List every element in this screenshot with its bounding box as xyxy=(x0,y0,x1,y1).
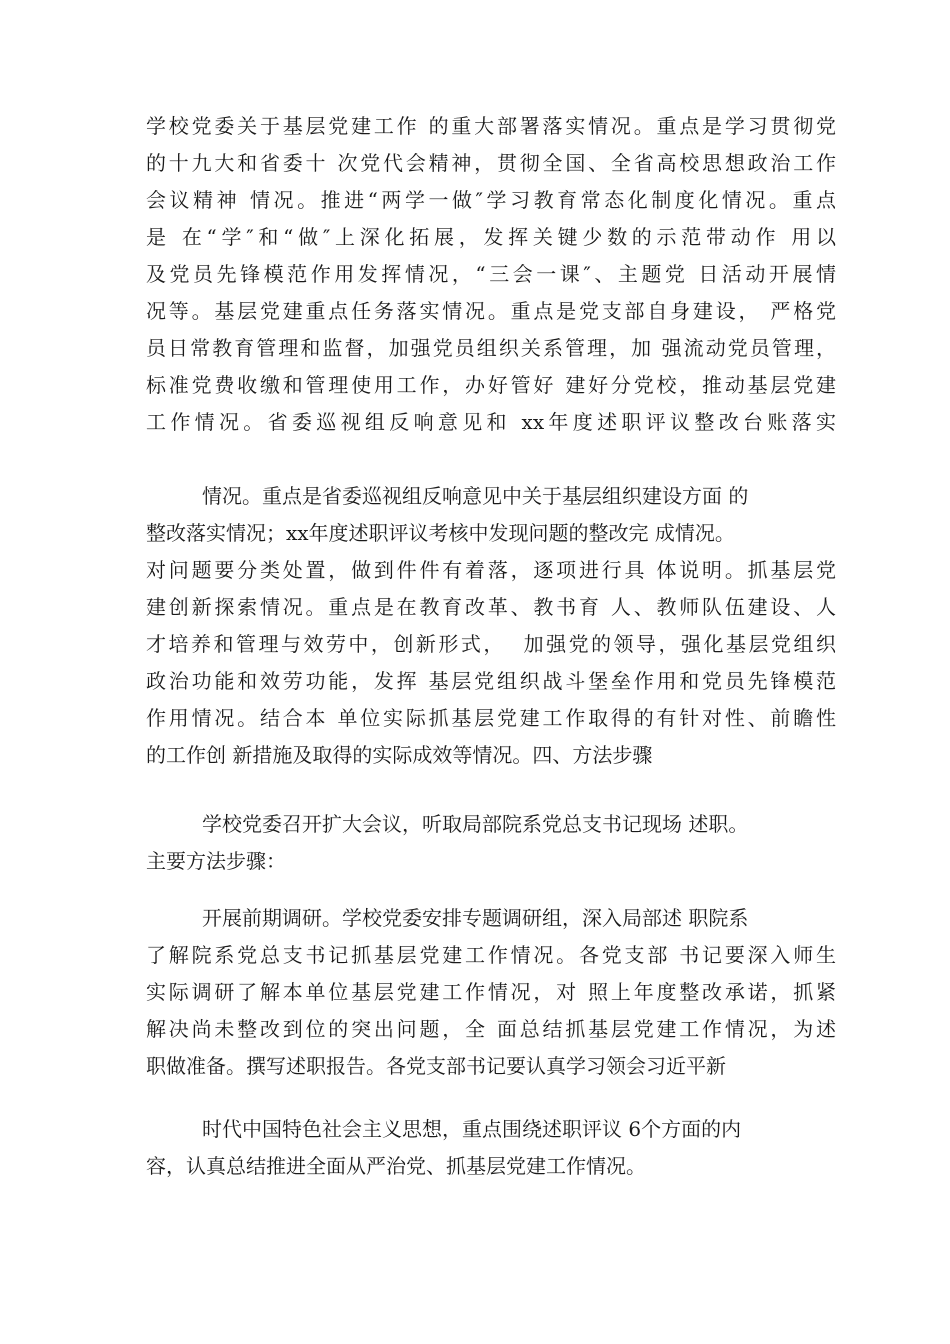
text-line: 的工作创 新措施及取得的实际成效等情况。四、方法步骤 xyxy=(146,743,653,767)
paragraph-5 xyxy=(146,1111,836,1185)
text-line: 建创新探索情况。重点是在教育改革、教书育 人、教师队伍建设、人 xyxy=(146,595,836,619)
text-line: 及党员先锋模范作用发挥情况，“三会一课″、主题党 日活动开展情 xyxy=(146,262,836,286)
text-line: 学校党委召开扩大会议，听取局部院系党总支书记现场 述职。 xyxy=(202,812,749,836)
text-line: 员日常教育管理和监督，加强党员组织关系管理，加 强流动党员管理， xyxy=(146,336,836,360)
text-line: 主要方法步骤： xyxy=(146,849,286,873)
text-line: 的十九大和省委十 次党代会精神，贯彻全国、全省高校思想政治工作 xyxy=(146,151,836,175)
paragraph-2 xyxy=(146,478,836,774)
text-line: 才培养和管理与效劳中，创新形式， 加强党的领导，强化基层党组织 xyxy=(146,632,836,656)
paragraph-4 xyxy=(146,900,836,1085)
text-line: 标准党费收缴和管理使用工作，办好管好 建好分党校，推动基层党建 xyxy=(146,373,836,397)
text-line: 作用情况。结合本 单位实际抓基层党建工作取得的有针对性、前瞻性 xyxy=(146,706,836,730)
text-line: 政治功能和效劳功能，发挥 基层党组织战斗堡垒作用和党员先锋模范 xyxy=(146,669,836,693)
text-line: 时代中国特色社会主义思想，重点围绕述职评议 6个方面的内 xyxy=(202,1117,742,1141)
paragraph-3 xyxy=(146,806,836,880)
text-line: 整改落实情况；xx年度述职评议考核中发现问题的整改完 成情况。 xyxy=(146,521,735,545)
text-line: 解决尚未整改到位的突出问题，全 面总结抓基层党建工作情况，为述 xyxy=(146,1017,836,1041)
text-line: 对问题要分类处置，做到件件有着落，逐项进行具 体说明。抓基层党 xyxy=(146,558,836,582)
text-line: 容，认真总结推进全面从严治党、抓基层党建工作情况。 xyxy=(146,1154,646,1178)
text-line: 实际调研了解本单位基层党建工作情况，对 照上年度整改承诺，抓紧 xyxy=(146,980,836,1004)
text-line: 职做准备。撰写述职报告。各党支部书记要认真学习领会习近平新 xyxy=(146,1054,726,1078)
text-line: 了解院系党总支书记抓基层党建工作情况。各党支部 书记要深入师生 xyxy=(146,943,836,967)
text-line: 况等。基层党建重点任务落实情况。重点是党支部自身建设， 严格党 xyxy=(146,299,836,323)
paragraph-1 xyxy=(146,108,836,441)
text-line: 是 在“学″和“做″上深化拓展，发挥关键少数的示范带动作 用以 xyxy=(146,225,836,249)
text-line: 开展前期调研。学校党委安排专题调研组，深入局部述 职院系 xyxy=(202,906,749,930)
text-line: 学校党委关于基层党建工作 的重大部署落实情况。重点是学习贯彻党 xyxy=(146,114,836,138)
text-line: 会议精神 情况。推进“两学一做″学习教育常态化制度化情况。重点 xyxy=(146,188,836,212)
text-line: 工作情况。省委巡视组反响意见和 xx年度述职评议整改台账落实 xyxy=(146,410,836,434)
text-line: 情况。重点是省委巡视组反响意见中关于基层组织建设方面 的 xyxy=(202,484,749,508)
